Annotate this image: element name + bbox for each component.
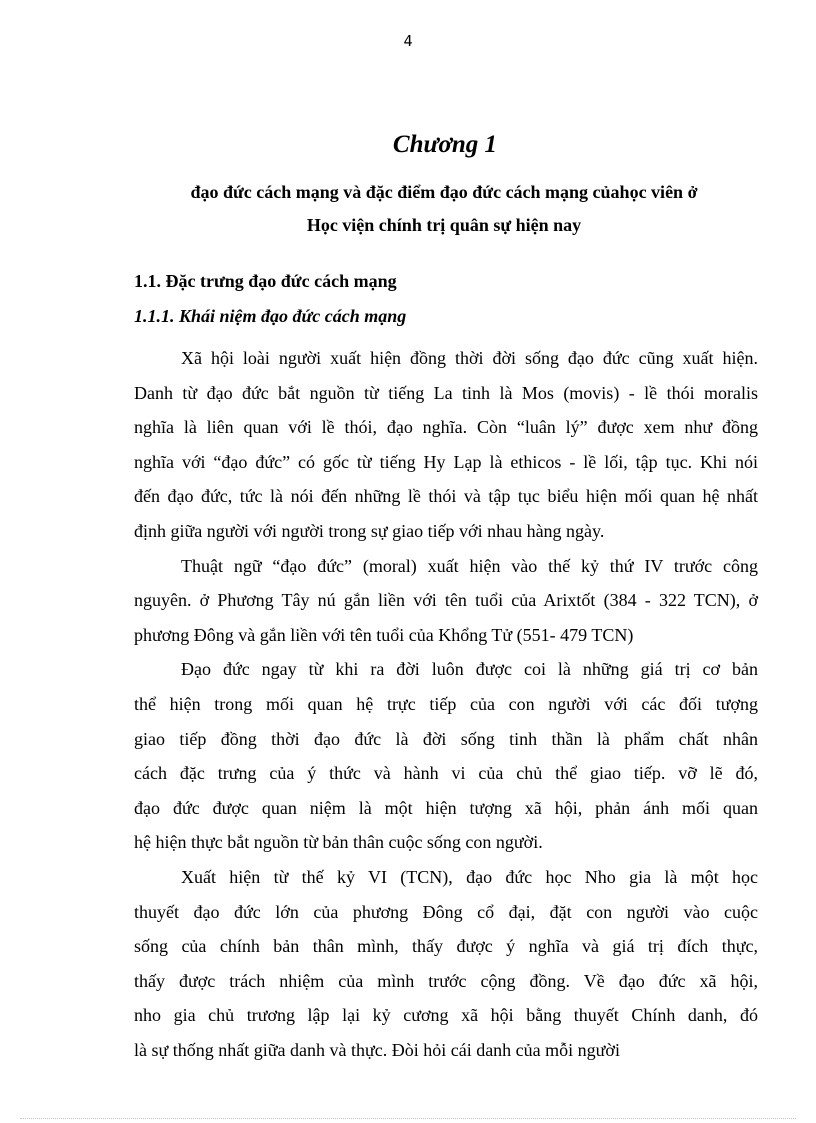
text-line: đạo đức được quan niệm là một hiện tượng xã hội, phản ánh mối quan bbox=[134, 797, 758, 818]
text-line: nguyên. ở Phương Tây nú gắn liền với tên tuổi của Arixtốt (384 - 322 TCN), ở bbox=[134, 590, 758, 611]
text-line: phương Đông và gắn liền với tên tuổi của Khổng Tử (551- 479 TCN) bbox=[134, 624, 634, 645]
chapter-subtitle bbox=[134, 176, 754, 242]
body-text bbox=[134, 341, 758, 1067]
text-line: cách đặc trưng của ý thức và hành vi của chủ thể giao tiếp. vỡ lẽ đó, bbox=[134, 763, 758, 784]
text-line: thuyết đạo đức lớn của phương Đông cổ đại, đặt con người vào cuộc bbox=[134, 901, 758, 922]
text-line: là sự thống nhất giữa danh và thực. Đòi hỏi cái danh của mỗi người bbox=[134, 1039, 620, 1060]
page-number: 4 bbox=[403, 32, 413, 50]
text-line: sống của chính bản thân mình, thấy được ý nghĩa và giá trị đích thực, bbox=[134, 936, 758, 957]
text-line: đến đạo đức, tức là nói đến những lề thói và tập tục biểu hiện mối quan hệ nhất bbox=[134, 486, 758, 507]
subsection-heading: 1.1.1. Khái niệm đạo đức cách mạng bbox=[134, 306, 407, 326]
paragraph bbox=[134, 341, 758, 549]
paragraph bbox=[134, 652, 758, 860]
text-line: giao tiếp đồng thời đạo đức là đời sống tinh thần là phẩm chất nhân bbox=[134, 728, 758, 749]
text-line: nho gia chủ trương lập lại kỷ cương xã hội bằng thuyết Chính danh, đó bbox=[134, 1005, 758, 1026]
text-line: Danh từ đạo đức bắt nguồn từ tiếng La tinh là Mos (movis) - lề thói moralis bbox=[134, 382, 758, 403]
text-line: thấy được trách nhiệm của mình trước cộng đồng. Về đạo đức xã hội, bbox=[134, 970, 758, 991]
text-line: định giữa người với người trong sự giao tiếp với nhau hàng ngày. bbox=[134, 520, 605, 541]
chapter-subtitle-line: Học viện chính trị quân sự hiện nay bbox=[306, 215, 582, 235]
text-line: Xã hội loài người xuất hiện đồng thời đời sống đạo đức cũng xuất hiện. bbox=[181, 348, 758, 368]
paragraph bbox=[134, 860, 758, 1068]
chapter-subtitle-line: đạo đức cách mạng và đặc điểm đạo đức cách mạng củahọc viên ở bbox=[190, 182, 698, 202]
section-heading: 1.1. Đặc trưng đạo đức cách mạng bbox=[134, 271, 397, 291]
text-line: Xuất hiện từ thế kỷ VI (TCN), đạo đức học Nho gia là một học bbox=[181, 866, 758, 887]
text-line: nghĩa với “đạo đức” có gốc từ tiếng Hy Lạp là ethicos - lề lối, tập tục. Khi nói bbox=[134, 451, 758, 472]
text-line: hệ hiện thực bắt nguồn từ bản thân cuộc sống con người. bbox=[134, 832, 543, 853]
text-line: Đạo đức ngay từ khi ra đời luôn được coi là những giá trị cơ bản bbox=[181, 659, 758, 680]
paragraph bbox=[134, 549, 758, 653]
text-line: Thuật ngữ “đạo đức” (moral) xuất hiện vào thế kỷ thứ IV trước công bbox=[181, 555, 758, 576]
page-bottom-rule bbox=[20, 1118, 796, 1119]
text-line: nghĩa là liên quan với lề thói, đạo nghĩa. Còn “luân lý” được xem như đồng bbox=[134, 417, 758, 438]
text-line: thể hiện trong mối quan hệ trực tiếp của con người với các đối tượng bbox=[134, 693, 758, 714]
chapter-title: Chương 1 bbox=[392, 131, 498, 158]
